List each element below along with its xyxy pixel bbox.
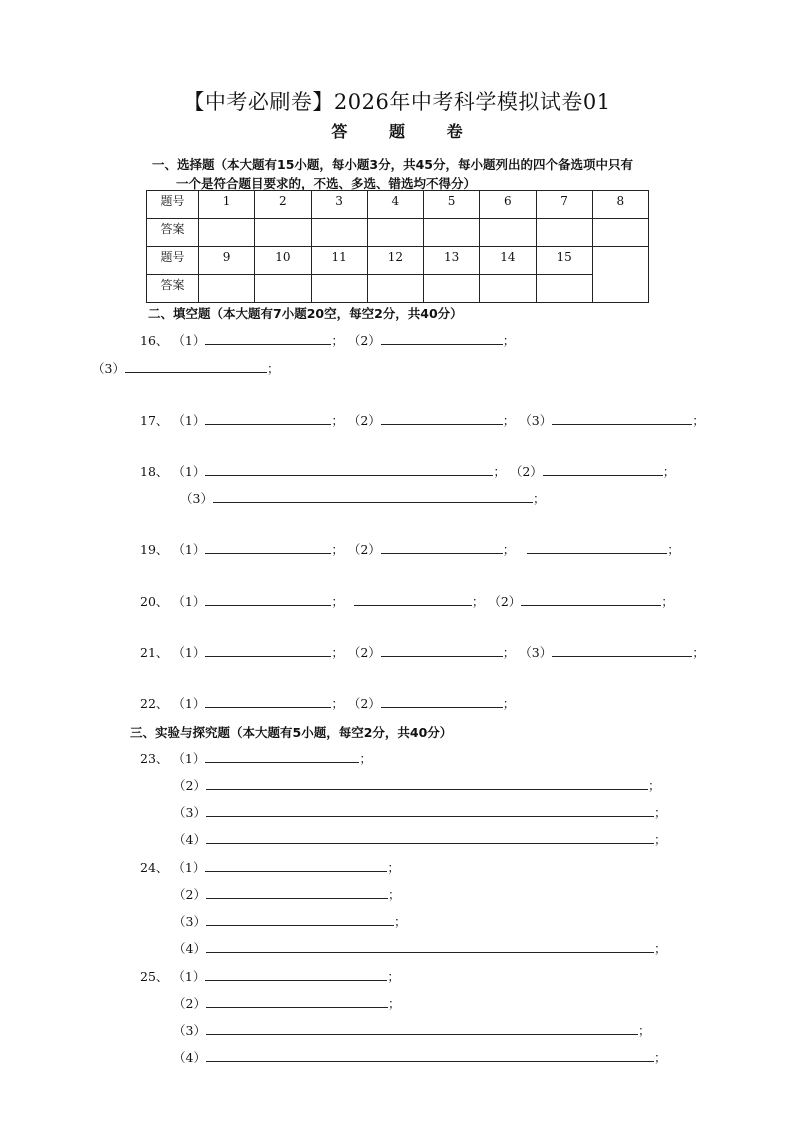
- answer-blank[interactable]: [527, 540, 667, 554]
- part-label: （3）: [519, 645, 553, 660]
- separator: ；: [692, 413, 705, 428]
- part-label: （3）: [173, 1023, 206, 1038]
- answer-cell[interactable]: [367, 275, 423, 303]
- separator: ；: [331, 542, 344, 557]
- separator: ；: [331, 645, 344, 660]
- answer-blank[interactable]: [206, 803, 654, 817]
- question-number: 13: [424, 247, 480, 275]
- question-number: 10: [255, 247, 311, 275]
- answer-blank[interactable]: [381, 540, 503, 554]
- question-number: 2: [255, 191, 311, 219]
- answer-cell[interactable]: [536, 275, 592, 303]
- part-label: （1）: [172, 645, 206, 660]
- answer-blank[interactable]: [205, 462, 493, 476]
- separator: ；: [331, 696, 344, 711]
- part-label: （3）: [180, 491, 213, 506]
- page-subtitle: [0, 119, 794, 142]
- question-number: 3: [311, 191, 367, 219]
- question-number: 14: [480, 247, 536, 275]
- separator: ；: [637, 1023, 651, 1038]
- answer-blank[interactable]: [205, 858, 387, 872]
- answer-blank[interactable]: [205, 540, 331, 554]
- question-24: [140, 858, 400, 876]
- part-label: （2）: [347, 696, 381, 711]
- section1-heading-cont: 一个是符合题目要求的，不选、多选、错选均不得分）: [176, 176, 477, 191]
- question-23-part3: [173, 803, 666, 821]
- part-label: （1）: [172, 751, 206, 766]
- separator: ；: [331, 333, 344, 348]
- part-label: （2）: [347, 645, 381, 660]
- separator: ；: [266, 361, 280, 376]
- answer-cell[interactable]: [199, 219, 255, 247]
- part-label: （4）: [173, 1050, 206, 1065]
- separator: ；: [387, 969, 400, 984]
- separator: ；: [387, 887, 401, 902]
- answer-blank[interactable]: [381, 643, 503, 657]
- answer-blank[interactable]: [381, 411, 503, 425]
- question-24-part3: [173, 912, 406, 930]
- answer-blank[interactable]: [205, 967, 387, 981]
- question-number: 4: [367, 191, 423, 219]
- part-label: （4）: [173, 941, 206, 956]
- answer-blank[interactable]: [206, 994, 388, 1008]
- answer-blank[interactable]: [206, 776, 648, 790]
- separator: ；: [502, 333, 516, 348]
- answer-blank[interactable]: [205, 592, 331, 606]
- question-18-cont: [180, 489, 545, 507]
- question-number: 1: [199, 191, 255, 219]
- question-number: 6: [480, 191, 536, 219]
- question-number: 17、: [140, 413, 169, 428]
- section2-heading: 二、填空题（本大题有7小题20空，每空2分，共40分）: [148, 306, 463, 321]
- answer-grid: [146, 190, 649, 303]
- question-number: 9: [199, 247, 255, 275]
- part-label: （1）: [172, 464, 206, 479]
- question-number: 12: [367, 247, 423, 275]
- answer-blank[interactable]: [543, 462, 663, 476]
- question-number: 24、: [140, 860, 169, 875]
- answer-blank[interactable]: [205, 694, 331, 708]
- answer-blank[interactable]: [552, 411, 692, 425]
- part-label: （3）: [173, 914, 206, 929]
- part-label: （3）: [92, 361, 125, 376]
- question-19: [140, 540, 680, 558]
- separator: ；: [393, 914, 407, 929]
- question-23-part4: [173, 830, 666, 848]
- part-label: （4）: [173, 832, 206, 847]
- part-label: （2）: [173, 887, 206, 902]
- part-label: （1）: [172, 696, 206, 711]
- page-title: 【中考必刷卷】2026年中考科学模拟试卷01: [183, 90, 611, 114]
- question-17: [140, 411, 705, 429]
- answer-cell[interactable]: [255, 275, 311, 303]
- answer-blank[interactable]: [125, 359, 267, 373]
- separator: ；: [387, 996, 401, 1011]
- answer-blank[interactable]: [206, 939, 654, 953]
- answer-blank[interactable]: [354, 592, 472, 606]
- answer-label: 答案: [147, 219, 199, 247]
- answer-cell[interactable]: [592, 219, 648, 247]
- separator: ；: [502, 645, 516, 660]
- separator: ；: [653, 832, 667, 847]
- question-number: 8: [592, 191, 648, 219]
- answer-blank[interactable]: [205, 331, 331, 345]
- answer-cell[interactable]: [480, 219, 536, 247]
- separator: ；: [662, 464, 676, 479]
- answer-cell[interactable]: [480, 275, 536, 303]
- part-label: （1）: [172, 413, 206, 428]
- subtitle-char: 卷: [446, 122, 463, 141]
- answer-label: 答案: [147, 275, 199, 303]
- separator: ；: [493, 464, 506, 479]
- question-number: 21、: [140, 645, 169, 660]
- separator: ；: [692, 645, 705, 660]
- question-16-cont: [92, 359, 279, 377]
- section3-heading: 三、实验与探究题（本大题有5小题，每空2分，共40分）: [130, 725, 453, 740]
- question-25-part2: [173, 994, 400, 1012]
- separator: ；: [502, 413, 516, 428]
- separator: ；: [502, 542, 516, 557]
- part-label: （2）: [347, 542, 381, 557]
- part-label: （2）: [173, 996, 206, 1011]
- question-20: [140, 592, 674, 610]
- answer-cell[interactable]: [199, 275, 255, 303]
- part-label: （1）: [172, 333, 206, 348]
- separator: ；: [653, 805, 667, 820]
- question-number: 18、: [140, 464, 169, 479]
- subtitle-char: 题: [388, 122, 405, 141]
- separator: ；: [653, 1050, 667, 1065]
- answer-blank[interactable]: [205, 749, 359, 763]
- answer-blank[interactable]: [205, 411, 331, 425]
- question-number: 16、: [140, 333, 169, 348]
- part-label: （2）: [173, 778, 206, 793]
- part-label: （1）: [172, 860, 206, 875]
- answer-cell[interactable]: [311, 275, 367, 303]
- part-label: （1）: [172, 969, 206, 984]
- answer-blank[interactable]: [205, 643, 331, 657]
- separator: ；: [471, 594, 485, 609]
- question-number: 19、: [140, 542, 169, 557]
- answer-blank[interactable]: [381, 331, 503, 345]
- question-18: [140, 462, 675, 480]
- question-number: 20、: [140, 594, 169, 609]
- separator: ；: [331, 413, 344, 428]
- separator: ；: [532, 491, 546, 506]
- question-number: 5: [424, 191, 480, 219]
- question-25-part4: [173, 1048, 666, 1066]
- question-number: 15: [536, 247, 592, 275]
- question-25-part3: [173, 1021, 650, 1039]
- question-number: 11: [311, 247, 367, 275]
- question-24-part4: [173, 939, 666, 957]
- part-label: （1）: [172, 542, 206, 557]
- question-22: [140, 694, 515, 712]
- separator: ；: [359, 751, 372, 766]
- answer-blank[interactable]: [206, 912, 394, 926]
- answer-blank[interactable]: [521, 592, 661, 606]
- separator: ；: [502, 696, 516, 711]
- question-number: 23、: [140, 751, 169, 766]
- question-number: 25、: [140, 969, 169, 984]
- answer-blank[interactable]: [206, 1048, 654, 1062]
- blank-cell: [592, 247, 648, 303]
- question-23-part2: [173, 776, 660, 794]
- answer-blank[interactable]: [381, 694, 503, 708]
- part-label: （2）: [488, 594, 522, 609]
- answer-blank[interactable]: [213, 489, 533, 503]
- answer-cell[interactable]: [536, 219, 592, 247]
- question-21: [140, 643, 705, 661]
- question-23: [140, 749, 372, 767]
- question-24-part2: [173, 885, 400, 903]
- separator: ；: [653, 941, 667, 956]
- separator: ；: [647, 778, 661, 793]
- answer-cell[interactable]: [424, 219, 480, 247]
- part-label: （2）: [347, 333, 381, 348]
- part-label: （2）: [347, 413, 381, 428]
- answer-cell[interactable]: [311, 219, 367, 247]
- separator: ；: [661, 594, 674, 609]
- part-label: （2）: [509, 464, 543, 479]
- number-label: 题号: [147, 247, 199, 275]
- answer-cell[interactable]: [367, 219, 423, 247]
- number-label: 题号: [147, 191, 199, 219]
- part-label: （3）: [173, 805, 206, 820]
- answer-blank[interactable]: [206, 1021, 638, 1035]
- answer-blank[interactable]: [206, 830, 654, 844]
- answer-blank[interactable]: [552, 643, 692, 657]
- separator: ；: [387, 860, 400, 875]
- part-label: （1）: [172, 594, 206, 609]
- separator: ；: [331, 594, 344, 609]
- separator: ；: [667, 542, 680, 557]
- subtitle-char: 答: [331, 122, 348, 141]
- section1-heading: 一、选择题（本大题有15小题，每小题3分，共45分，每小题列出的四个备选项中只有: [152, 157, 633, 172]
- question-16: [140, 331, 515, 349]
- question-number: 22、: [140, 696, 169, 711]
- part-label: （3）: [519, 413, 553, 428]
- answer-cell[interactable]: [255, 219, 311, 247]
- answer-cell[interactable]: [424, 275, 480, 303]
- answer-blank[interactable]: [206, 885, 388, 899]
- question-25: [140, 967, 400, 985]
- question-number: 7: [536, 191, 592, 219]
